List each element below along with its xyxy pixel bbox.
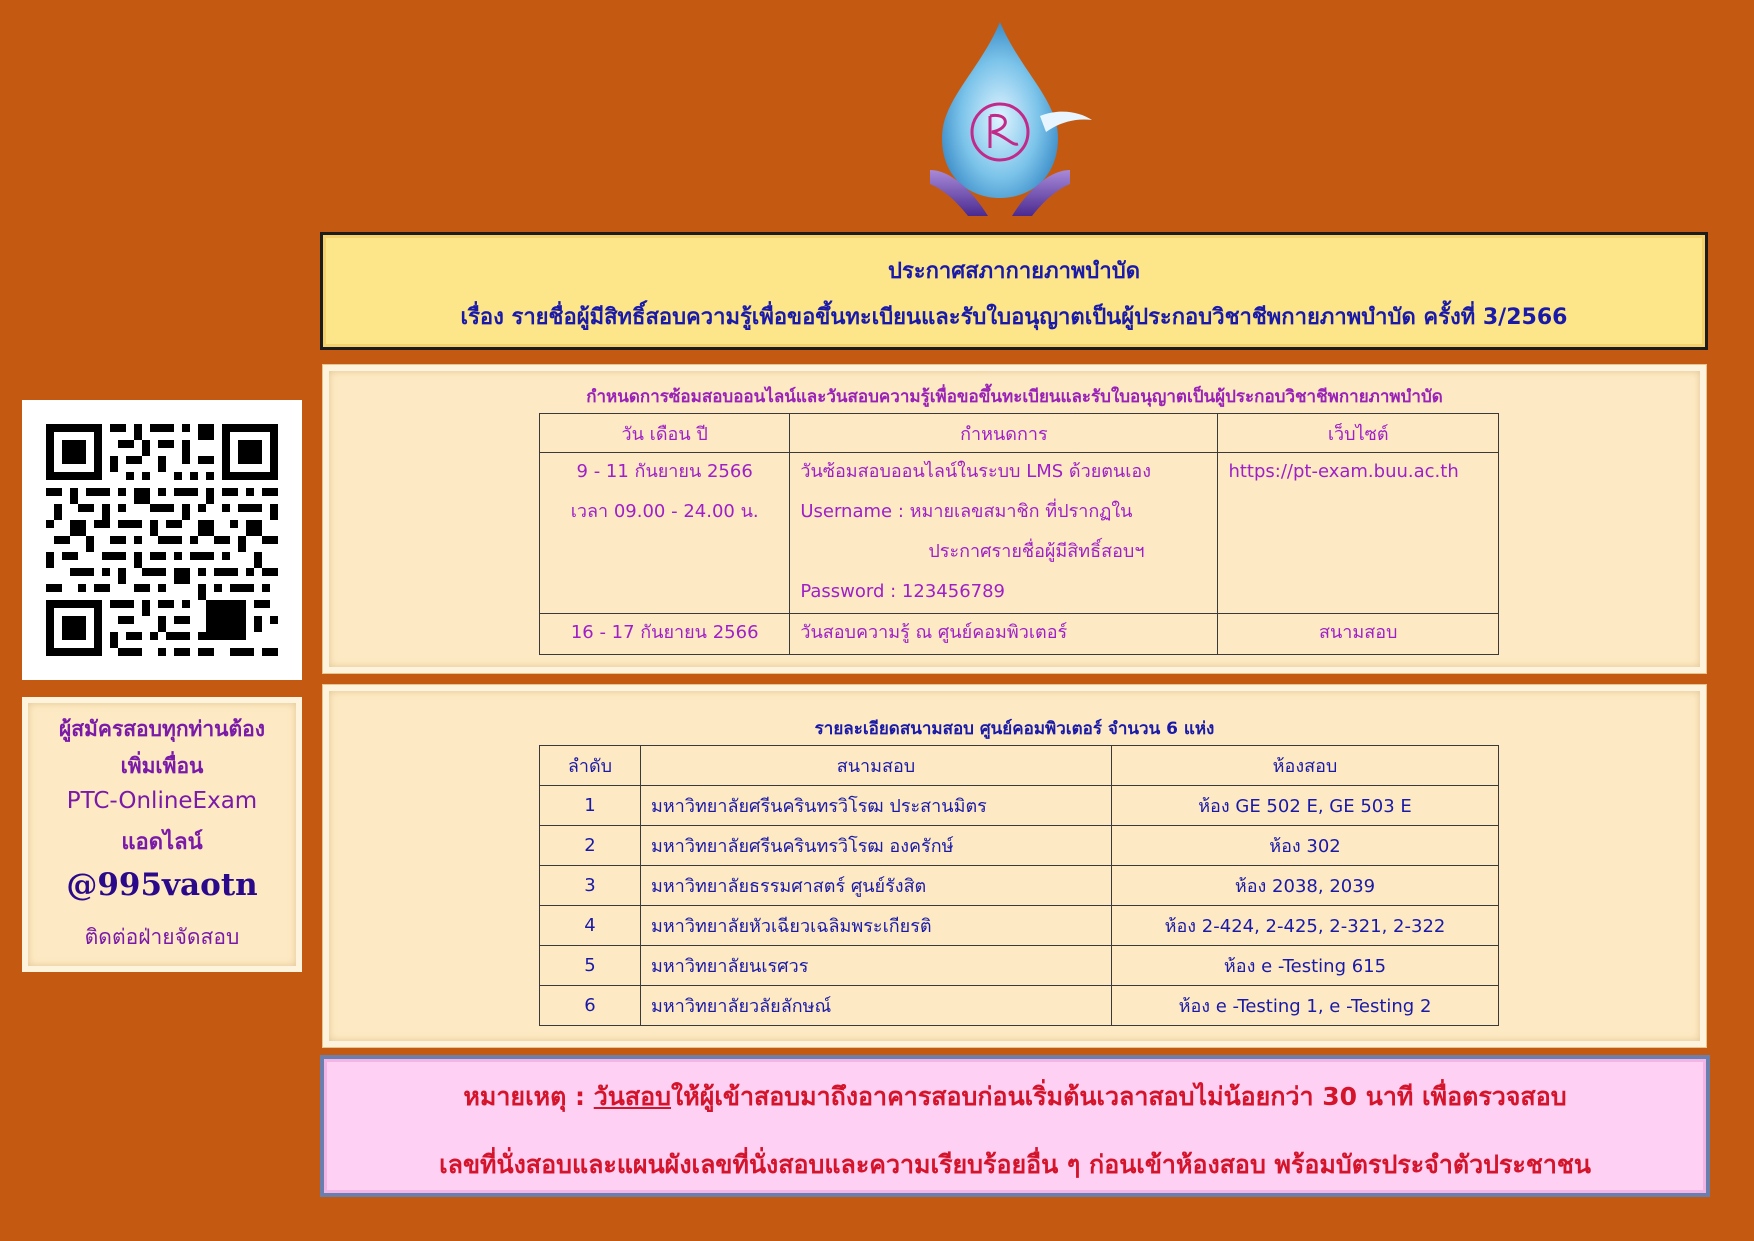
schedule-table [539, 413, 1499, 655]
practice-description: วันซ้อมสอบออนไลน์ในระบบ LMS ด้วยตนเอง [800, 461, 1151, 482]
remark-line-2: เลขที่นั่งสอบและแผนผังเลขที่นั่งสอบและความเรียบร้อยอื่น ๆ ก่อนเข้าห้องสอบ พร้อมบัตรประจำตัวประชาชน [439, 1150, 1591, 1179]
venue-room: ห้อง GE 502 E, GE 503 E [1112, 786, 1499, 826]
venue-name: มหาวิทยาลัยวลัยลักษณ์ [641, 986, 1112, 1026]
remark-line-1 [324, 1077, 1706, 1117]
header-date: วัน เดือน ปี [540, 414, 790, 453]
schedule-panel [323, 365, 1706, 673]
table-row [540, 453, 1499, 614]
exam-venue-cell [1218, 614, 1499, 655]
table-row [540, 614, 1499, 655]
venue-room: ห้อง e -Testing 1, e -Testing 2 [1112, 986, 1499, 1026]
exam-description [790, 614, 1218, 655]
remark-prefix: หมายเหตุ : [463, 1082, 594, 1111]
venue-room: ห้อง 2-424, 2-425, 2-321, 2-322 [1112, 906, 1499, 946]
table-row [540, 786, 1499, 826]
qr-code-icon [46, 424, 278, 656]
venue-no: 6 [540, 986, 641, 1026]
exam-website-link[interactable]: https://pt-exam.buu.ac.th [1228, 461, 1459, 482]
line-contact-box [22, 697, 302, 972]
header-venue: สนามสอบ [641, 746, 1112, 786]
venue-name: มหาวิทยาลัยธรรมศาสตร์ ศูนย์รังสิต [641, 866, 1112, 906]
table-row [540, 986, 1499, 1026]
contact-instruction [28, 711, 296, 785]
announcement-title-box [320, 232, 1708, 350]
exam-date-text: 16 - 17 กันยายน 2566 [570, 622, 759, 643]
practice-time: เวลา 09.00 - 24.00 น. [570, 501, 759, 522]
exam-description-text: วันสอบความรู้ ณ ศูนย์คอมพิวเตอร์ [800, 622, 1068, 643]
remark-exam-day: วันสอบ [593, 1082, 672, 1111]
line-qr-code[interactable] [22, 400, 302, 680]
username-info: Username : หมายเลขสมาชิก ที่ปรากฏใน [800, 501, 1133, 522]
announcement-heading: ประกาศสภากายภาพบำบัด [887, 259, 1140, 284]
line-channel: แอดไลน์ [121, 830, 203, 855]
venue-name: มหาวิทยาลัยหัวเฉียวเฉลิมพระเกียรติ [641, 906, 1112, 946]
venue-no: 4 [540, 906, 641, 946]
exam-date [540, 614, 790, 655]
physical-therapy-council-logo [920, 20, 1100, 220]
line-account-name: PTC-OnlineExam [66, 788, 258, 814]
table-row [540, 946, 1499, 986]
header-website: เว็บไซต์ [1218, 414, 1499, 453]
venue-name: มหาวิทยาลัยศรีนครินทรวิโรฒ องครักษ์ [641, 826, 1112, 866]
venue-name: มหาวิทยาลัยนเรศวร [641, 946, 1112, 986]
schedule-header-row [540, 414, 1499, 453]
table-row [540, 826, 1499, 866]
table-row [540, 906, 1499, 946]
venue-no: 1 [540, 786, 641, 826]
website-cell [1218, 453, 1499, 614]
announcement-subject: เรื่อง รายชื่อผู้มีสิทธิ์สอบความรู้เพื่อขอขึ้นทะเบียนและรับใบอนุญาตเป็นผู้ประกอบวิชาชีพกายภาพบำบัด ครั้งที่ 3/2566 [460, 305, 1568, 330]
password-info: Password : 123456789 [800, 581, 1005, 602]
venues-table [539, 745, 1499, 1026]
venues-panel [323, 685, 1706, 1047]
venues-caption: รายละเอียดสนามสอบ ศูนย์คอมพิวเตอร์ จำนวน 6 แห่ง [814, 719, 1215, 739]
venue-room: ห้อง 302 [1112, 826, 1499, 866]
venue-name: มหาวิทยาลัยศรีนครินทรวิโรฒ ประสานมิตร [641, 786, 1112, 826]
line-id[interactable]: @995vaotn [66, 867, 258, 903]
header-schedule: กำหนดการ [790, 414, 1218, 453]
venue-room: ห้อง 2038, 2039 [1112, 866, 1499, 906]
contact-line-1: ผู้สมัครสอบทุกท่านต้อง [58, 717, 266, 741]
header-room: ห้องสอบ [1112, 746, 1499, 786]
remark-line-1-text: ให้ผู้เข้าสอบมาถึงอาคารสอบก่อนเริ่มต้นเวลาสอบไม่น้อยกว่า 30 นาที เพื่อตรวจสอบ [671, 1082, 1567, 1111]
venues-header-row [540, 746, 1499, 786]
username-info-cont: ประกาศรายชื่อผู้มีสิทธิ์สอบฯ [928, 541, 1145, 562]
contact-line-2: เพิ่มเพื่อน [120, 754, 204, 778]
venue-no: 5 [540, 946, 641, 986]
practice-date: 9 - 11 กันยายน 2566 [576, 461, 753, 482]
table-row [540, 866, 1499, 906]
header-order: ลำดับ [540, 746, 641, 786]
venue-no: 2 [540, 826, 641, 866]
remark-box [320, 1055, 1710, 1197]
venue-no: 3 [540, 866, 641, 906]
exam-venue-text: สนามสอบ [1318, 622, 1398, 643]
venue-room: ห้อง e -Testing 615 [1112, 946, 1499, 986]
practice-date-cell [540, 453, 790, 614]
contact-footer: ติดต่อฝ่ายจัดสอบ [84, 925, 240, 949]
schedule-caption: กำหนดการซ้อมสอบออนไลน์และวันสอบความรู้เพื่อขอขึ้นทะเบียนและรับใบอนุญาตเป็นผู้ประกอบวิชาชีพกายภาพบำบัด [586, 387, 1443, 407]
practice-details-cell [790, 453, 1218, 614]
